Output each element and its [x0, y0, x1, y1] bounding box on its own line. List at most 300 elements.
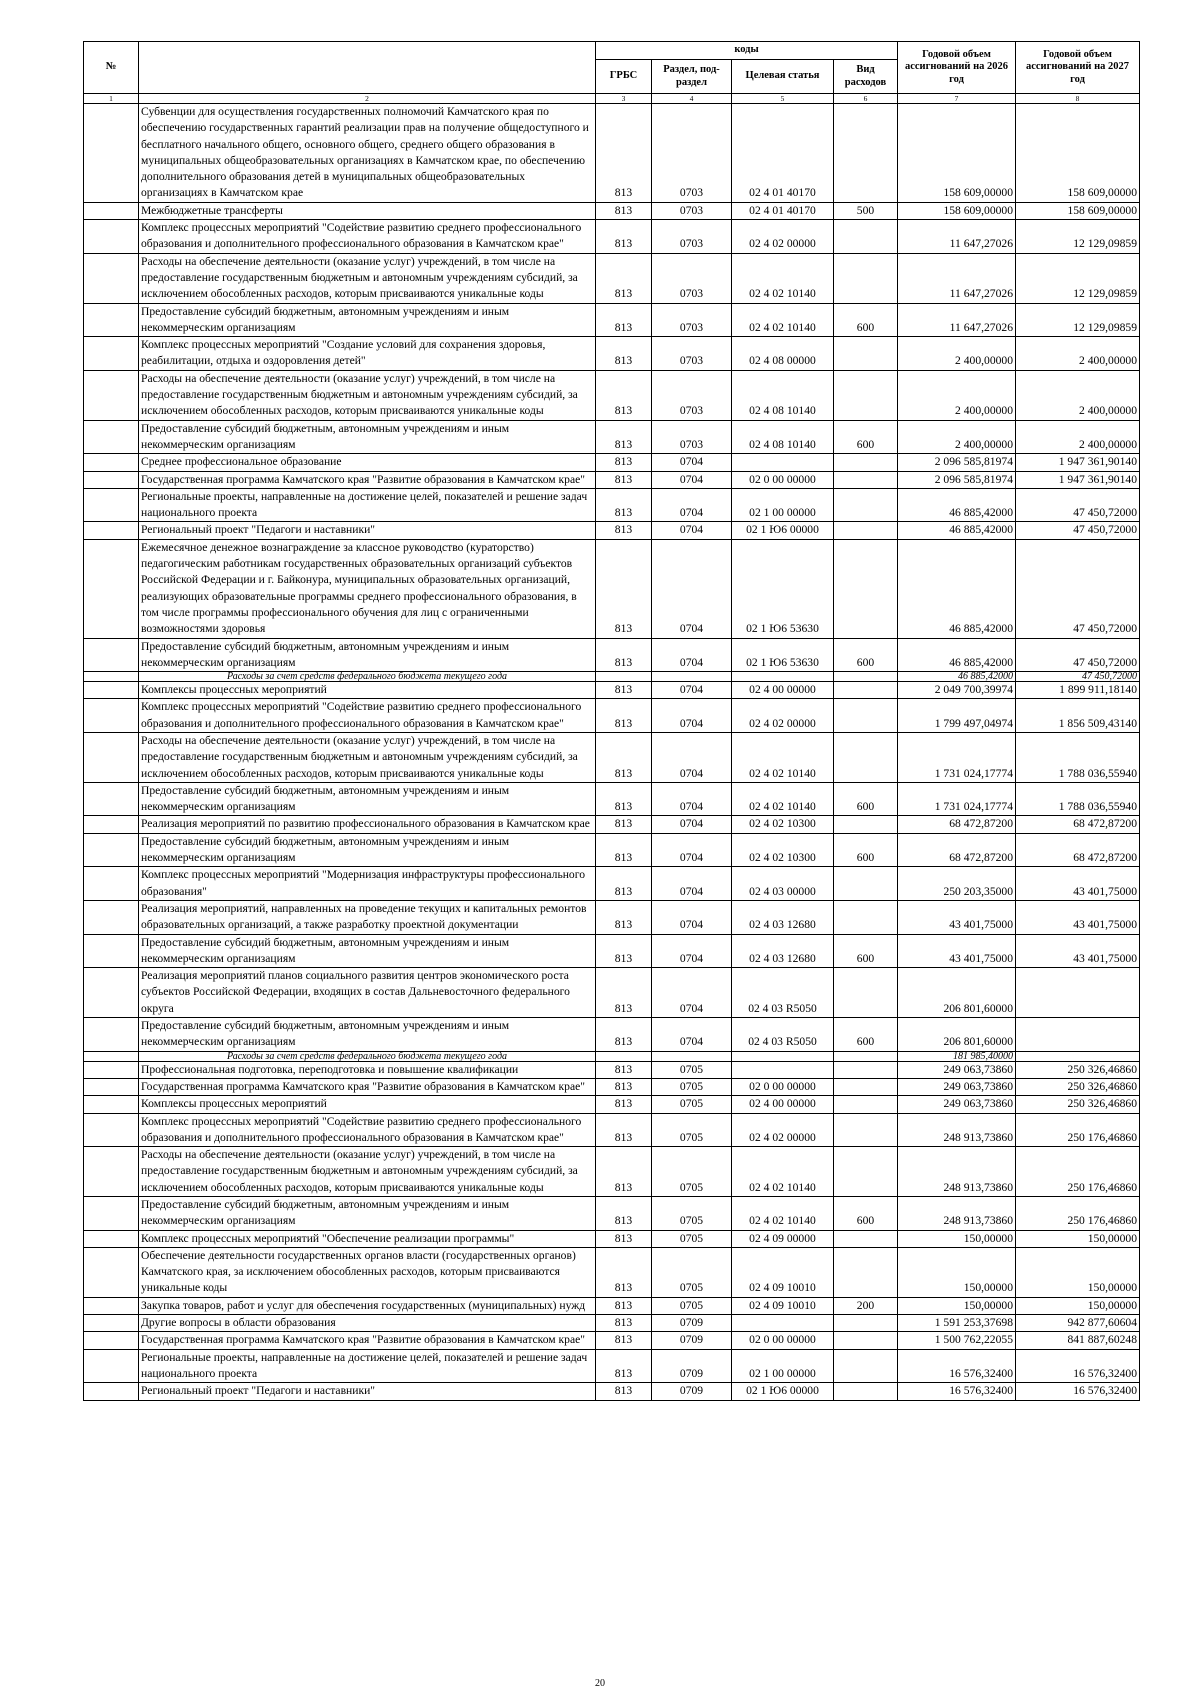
- cell-description: Расходы за счет средств федерального бюджета текущего года: [139, 672, 596, 682]
- cell-expense-type: [834, 488, 898, 522]
- cell-description: Другие вопросы в области образования: [139, 1315, 596, 1332]
- cell-expense-type: [834, 1113, 898, 1147]
- page-number: 20: [595, 1678, 605, 1689]
- cell-number: [84, 1315, 139, 1332]
- table-row: [84, 682, 1140, 699]
- cell-grbs: 813: [596, 522, 652, 539]
- cell-section: 0703: [652, 220, 732, 254]
- header-2027: Годовой объем ассигнований на 2027 год: [1016, 42, 1140, 94]
- cell-expense-type: 600: [834, 833, 898, 867]
- cell-expense-type: 600: [834, 638, 898, 672]
- cell-amount-2026: 43 401,75000: [898, 900, 1016, 934]
- table-row: [84, 253, 1140, 303]
- cell-grbs: 813: [596, 1197, 652, 1231]
- cell-number: [84, 539, 139, 638]
- cell-amount-2027: 158 609,00000: [1016, 202, 1140, 219]
- cell-number: [84, 1349, 139, 1383]
- cell-amount-2026: 249 063,73860: [898, 1061, 1016, 1078]
- cell-grbs: 813: [596, 934, 652, 968]
- cell-section: 0705: [652, 1230, 732, 1247]
- cell-number: [84, 934, 139, 968]
- federal-budget-row: [84, 672, 1140, 682]
- header-2026: Годовой объем ассигнований на 2026 год: [898, 42, 1016, 94]
- cell-grbs: 813: [596, 1096, 652, 1113]
- cell-expense-type: 600: [834, 934, 898, 968]
- cell-amount-2027: [1016, 1018, 1140, 1052]
- cell-number: [84, 699, 139, 733]
- cell-expense-type: [834, 867, 898, 901]
- cell-target-article: 02 4 03 R5050: [732, 1018, 834, 1052]
- cell-section: 0704: [652, 488, 732, 522]
- cell-amount-2026: 249 063,73860: [898, 1096, 1016, 1113]
- cell-grbs: 813: [596, 638, 652, 672]
- cell-section: 0704: [652, 539, 732, 638]
- column-number: 7: [898, 94, 1016, 104]
- cell-amount-2026: 11 647,27026: [898, 253, 1016, 303]
- cell-grbs: 813: [596, 202, 652, 219]
- cell-number: [84, 1113, 139, 1147]
- column-number: 5: [732, 94, 834, 104]
- cell-amount-2026: 1 731 024,17774: [898, 732, 1016, 782]
- cell-description: Государственная программа Камчатского края "Развитие образования в Камчатском крае": [139, 471, 596, 488]
- cell-section: 0703: [652, 420, 732, 454]
- cell-amount-2027: 43 401,75000: [1016, 934, 1140, 968]
- header-exptype: Вид расходов: [834, 60, 898, 94]
- table-row: [84, 968, 1140, 1018]
- cell-target-article: 02 4 02 10140: [732, 1147, 834, 1197]
- cell-amount-2027: 942 877,60604: [1016, 1315, 1140, 1332]
- cell-target-article: 02 4 00 00000: [732, 1096, 834, 1113]
- cell-section: 0709: [652, 1383, 732, 1400]
- cell-number: [84, 900, 139, 934]
- cell-number: [84, 471, 139, 488]
- cell-target-article: 02 4 03 00000: [732, 867, 834, 901]
- cell-expense-type: [834, 900, 898, 934]
- cell-number: [84, 303, 139, 337]
- cell-expense-type: [834, 1349, 898, 1383]
- cell-number: [84, 337, 139, 371]
- cell-number: [84, 253, 139, 303]
- cell-number: [84, 1383, 139, 1400]
- cell-amount-2027: 1 947 361,90140: [1016, 454, 1140, 471]
- cell-amount-2026: 2 049 700,39974: [898, 682, 1016, 699]
- cell-amount-2027: 158 609,00000: [1016, 104, 1140, 203]
- column-number: 1: [84, 94, 139, 104]
- cell-amount-2026: 68 472,87200: [898, 816, 1016, 833]
- cell-expense-type: [834, 1096, 898, 1113]
- cell-section: 0704: [652, 699, 732, 733]
- cell-grbs: 813: [596, 337, 652, 371]
- cell-grbs: 813: [596, 732, 652, 782]
- cell-amount-2026: 1 591 253,37698: [898, 1315, 1016, 1332]
- cell-section: 0703: [652, 104, 732, 203]
- cell-amount-2026: 1 799 497,04974: [898, 699, 1016, 733]
- cell-amount-2026: 250 203,35000: [898, 867, 1016, 901]
- cell-expense-type: [834, 454, 898, 471]
- cell-grbs: 813: [596, 867, 652, 901]
- cell-section: 0704: [652, 833, 732, 867]
- table-row: [84, 454, 1140, 471]
- cell-amount-2026: 150,00000: [898, 1230, 1016, 1247]
- cell-amount-2027: 250 176,46860: [1016, 1113, 1140, 1147]
- cell-number: [84, 1247, 139, 1297]
- cell-description: Расходы на обеспечение деятельности (оказание услуг) учреждений, в том числе на предоставление государственным бюджетным и автономным учреждениям субсидий, за исключением обособленных расходов, которым присваиваются уникальные коды: [139, 253, 596, 303]
- table-row: [84, 1247, 1140, 1297]
- cell-expense-type: [834, 682, 898, 699]
- cell-grbs: 813: [596, 104, 652, 203]
- cell-description: Среднее профессиональное образование: [139, 454, 596, 471]
- cell-amount-2026: 2 400,00000: [898, 337, 1016, 371]
- cell-expense-type: 600: [834, 420, 898, 454]
- cell-amount-2027: 12 129,09859: [1016, 253, 1140, 303]
- cell-amount-2026: 158 609,00000: [898, 104, 1016, 203]
- cell-description: Субвенции для осуществления государственных полномочий Камчатского края по обеспечению государственных гарантий реализации прав на получение общедоступного и бесплатного начального общего, основного общего, среднего общего образования в муниципальных общеобразовательных организациях в Камчатском крае, по обеспечению дополнительного образования детей в муниципальных общеобразовательных организациях в Камчатском крае: [139, 104, 596, 203]
- cell-description: Обеспечение деятельности государственных органов власти (государственных органов) Камчатского края, за исключением обособленных расходов, которым присваиваются уникальные коды: [139, 1247, 596, 1297]
- cell-expense-type: [834, 1078, 898, 1095]
- cell-grbs: 813: [596, 253, 652, 303]
- cell-amount-2027: 150,00000: [1016, 1230, 1140, 1247]
- cell-target-article: [732, 1315, 834, 1332]
- table-row: [84, 900, 1140, 934]
- cell-expense-type: [834, 104, 898, 203]
- column-number: 3: [596, 94, 652, 104]
- cell-section: 0709: [652, 1332, 732, 1349]
- cell-amount-2026: 1 500 762,22055: [898, 1332, 1016, 1349]
- header-number: №: [84, 42, 139, 94]
- cell-description: Расходы на обеспечение деятельности (оказание услуг) учреждений, в том числе на предоставление государственным бюджетным и автономным учреждениям субсидий, за исключением обособленных расходов, которым присваиваются уникальные коды: [139, 370, 596, 420]
- cell-expense-type: 200: [834, 1297, 898, 1314]
- cell-target-article: [732, 454, 834, 471]
- cell-description: Комплекс процессных мероприятий "Содействие развитию среднего профессионального образования и дополнительного профессионального образования в Камчатском крае": [139, 699, 596, 733]
- cell-amount-2027: 47 450,72000: [1016, 539, 1140, 638]
- table-row: [84, 1061, 1140, 1078]
- cell-number: [84, 370, 139, 420]
- cell-target-article: 02 0 00 00000: [732, 1332, 834, 1349]
- cell-number: [84, 833, 139, 867]
- cell-expense-type: 600: [834, 303, 898, 337]
- cell-number: [84, 968, 139, 1018]
- cell-amount-2027: 150,00000: [1016, 1297, 1140, 1314]
- cell-target-article: 02 4 09 10010: [732, 1297, 834, 1314]
- cell-expense-type: [834, 471, 898, 488]
- cell-section: 0704: [652, 816, 732, 833]
- table-row: [84, 202, 1140, 219]
- cell-description: Расходы за счет средств федерального бюджета текущего года: [139, 1051, 596, 1061]
- cell-description: Государственная программа Камчатского края "Развитие образования в Камчатском крае": [139, 1078, 596, 1095]
- cell-amount-2027: 1 788 036,55940: [1016, 782, 1140, 816]
- table-row: [84, 816, 1140, 833]
- cell-section: 0704: [652, 454, 732, 471]
- table-row: [84, 934, 1140, 968]
- cell-expense-type: [834, 1315, 898, 1332]
- cell-grbs: 813: [596, 1061, 652, 1078]
- cell-amount-2026: 249 063,73860: [898, 1078, 1016, 1095]
- cell-amount-2027: 250 326,46860: [1016, 1061, 1140, 1078]
- table-row: [84, 732, 1140, 782]
- cell-amount-2027: 250 176,46860: [1016, 1147, 1140, 1197]
- cell-amount-2027: 2 400,00000: [1016, 370, 1140, 420]
- cell-section: 0705: [652, 1113, 732, 1147]
- cell-amount-2027: 250 326,46860: [1016, 1096, 1140, 1113]
- cell-grbs: 813: [596, 833, 652, 867]
- cell-number: [84, 522, 139, 539]
- cell-grbs: [596, 672, 652, 682]
- table-row: [84, 1147, 1140, 1197]
- cell-expense-type: [834, 1332, 898, 1349]
- cell-grbs: 813: [596, 1315, 652, 1332]
- cell-amount-2026: 181 985,40000: [898, 1051, 1016, 1061]
- cell-expense-type: 600: [834, 1197, 898, 1231]
- cell-target-article: 02 1 Ю6 00000: [732, 1383, 834, 1400]
- cell-expense-type: [834, 732, 898, 782]
- cell-number: [84, 1147, 139, 1197]
- cell-section: 0704: [652, 782, 732, 816]
- cell-target-article: 02 1 00 00000: [732, 1349, 834, 1383]
- cell-grbs: 813: [596, 1018, 652, 1052]
- cell-grbs: 813: [596, 968, 652, 1018]
- cell-amount-2026: 150,00000: [898, 1297, 1016, 1314]
- table-row: [84, 833, 1140, 867]
- cell-section: 0703: [652, 370, 732, 420]
- table-row: [84, 1332, 1140, 1349]
- cell-amount-2026: 46 885,42000: [898, 539, 1016, 638]
- cell-description: Предоставление субсидий бюджетным, автономным учреждениям и иным некоммерческим организациям: [139, 782, 596, 816]
- cell-amount-2027: 68 472,87200: [1016, 816, 1140, 833]
- cell-amount-2026: 206 801,60000: [898, 1018, 1016, 1052]
- cell-target-article: 02 0 00 00000: [732, 471, 834, 488]
- cell-grbs: 813: [596, 1230, 652, 1247]
- cell-grbs: 813: [596, 782, 652, 816]
- table-row: [84, 1297, 1140, 1314]
- cell-section: 0704: [652, 471, 732, 488]
- cell-grbs: 813: [596, 1349, 652, 1383]
- table-row: [84, 1078, 1140, 1095]
- cell-description: Закупка товаров, работ и услуг для обеспечения государственных (муниципальных) нужд: [139, 1297, 596, 1314]
- table-row: [84, 1197, 1140, 1231]
- table-row: [84, 1383, 1140, 1400]
- cell-amount-2027: 1 856 509,43140: [1016, 699, 1140, 733]
- table-row: [84, 220, 1140, 254]
- cell-amount-2027: 1 899 911,18140: [1016, 682, 1140, 699]
- cell-expense-type: 500: [834, 202, 898, 219]
- cell-description: Расходы на обеспечение деятельности (оказание услуг) учреждений, в том числе на предоставление государственным бюджетным и автономным учреждениям субсидий, за исключением обособленных расходов, которым присваиваются уникальные коды: [139, 732, 596, 782]
- cell-expense-type: [834, 1230, 898, 1247]
- cell-amount-2026: 46 885,42000: [898, 488, 1016, 522]
- table-header: [84, 42, 1140, 104]
- cell-section: 0705: [652, 1096, 732, 1113]
- table-row: [84, 1018, 1140, 1052]
- cell-expense-type: [834, 1051, 898, 1061]
- table-row: [84, 1113, 1140, 1147]
- table-row: [84, 699, 1140, 733]
- cell-number: [84, 1018, 139, 1052]
- cell-amount-2027: 47 450,72000: [1016, 488, 1140, 522]
- cell-target-article: 02 4 03 12680: [732, 934, 834, 968]
- cell-expense-type: [834, 816, 898, 833]
- cell-amount-2026: 248 913,73860: [898, 1147, 1016, 1197]
- cell-expense-type: [834, 253, 898, 303]
- cell-section: 0709: [652, 1349, 732, 1383]
- cell-amount-2027: 2 400,00000: [1016, 337, 1140, 371]
- cell-section: 0704: [652, 900, 732, 934]
- cell-amount-2027: 16 576,32400: [1016, 1383, 1140, 1400]
- cell-number: [84, 1230, 139, 1247]
- cell-description: Региональные проекты, направленные на достижение целей, показателей и решение задач национального проекта: [139, 1349, 596, 1383]
- cell-grbs: 813: [596, 682, 652, 699]
- cell-amount-2026: 11 647,27026: [898, 220, 1016, 254]
- cell-amount-2027: 47 450,72000: [1016, 638, 1140, 672]
- cell-grbs: 813: [596, 1078, 652, 1095]
- cell-grbs: 813: [596, 488, 652, 522]
- table-row: [84, 104, 1140, 203]
- cell-description: Комплекс процессных мероприятий "Обеспечение реализации программы": [139, 1230, 596, 1247]
- cell-target-article: 02 4 03 R5050: [732, 968, 834, 1018]
- cell-section: 0703: [652, 202, 732, 219]
- cell-number: [84, 420, 139, 454]
- cell-number: [84, 488, 139, 522]
- cell-amount-2027: 250 326,46860: [1016, 1078, 1140, 1095]
- cell-amount-2026: 2 400,00000: [898, 420, 1016, 454]
- cell-number: [84, 867, 139, 901]
- cell-amount-2027: 12 129,09859: [1016, 303, 1140, 337]
- cell-amount-2027: 12 129,09859: [1016, 220, 1140, 254]
- cell-number: [84, 220, 139, 254]
- cell-target-article: 02 1 Ю6 00000: [732, 522, 834, 539]
- cell-amount-2026: 2 096 585,81974: [898, 471, 1016, 488]
- cell-target-article: 02 4 01 40170: [732, 104, 834, 203]
- cell-description: Реализация мероприятий по развитию профессионального образования в Камчатском крае: [139, 816, 596, 833]
- cell-target-article: 02 4 02 10140: [732, 782, 834, 816]
- header-description: [139, 42, 596, 94]
- table-row: [84, 471, 1140, 488]
- cell-description: Профессиональная подготовка, переподготовка и повышение квалификации: [139, 1061, 596, 1078]
- cell-target-article: [732, 1061, 834, 1078]
- column-number: 4: [652, 94, 732, 104]
- cell-number: [84, 1078, 139, 1095]
- column-number: 6: [834, 94, 898, 104]
- cell-number: [84, 1297, 139, 1314]
- cell-section: 0705: [652, 1197, 732, 1231]
- cell-grbs: 813: [596, 699, 652, 733]
- cell-expense-type: [834, 1147, 898, 1197]
- cell-number: [84, 732, 139, 782]
- cell-section: 0704: [652, 732, 732, 782]
- cell-number: [84, 1051, 139, 1061]
- cell-amount-2027: 68 472,87200: [1016, 833, 1140, 867]
- cell-section: 0709: [652, 1315, 732, 1332]
- cell-amount-2026: 16 576,32400: [898, 1383, 1016, 1400]
- cell-grbs: 813: [596, 1247, 652, 1297]
- cell-target-article: 02 4 02 00000: [732, 220, 834, 254]
- cell-description: Предоставление субсидий бюджетным, автономным учреждениям и иным некоммерческим организациям: [139, 303, 596, 337]
- cell-target-article: 02 4 08 10140: [732, 370, 834, 420]
- cell-description: Межбюджетные трансферты: [139, 202, 596, 219]
- table-row: [84, 1096, 1140, 1113]
- table-row: [84, 1315, 1140, 1332]
- cell-amount-2026: 2 400,00000: [898, 370, 1016, 420]
- cell-section: 0704: [652, 934, 732, 968]
- table-row: [84, 303, 1140, 337]
- table-row: [84, 420, 1140, 454]
- cell-amount-2027: 2 400,00000: [1016, 420, 1140, 454]
- cell-expense-type: 600: [834, 782, 898, 816]
- cell-expense-type: [834, 220, 898, 254]
- cell-grbs: [596, 1051, 652, 1061]
- cell-section: 0704: [652, 1018, 732, 1052]
- cell-expense-type: [834, 337, 898, 371]
- cell-amount-2027: 47 450,72000: [1016, 672, 1140, 682]
- cell-description: Комплекс процессных мероприятий "Модернизация инфраструктуры профессионального образования": [139, 867, 596, 901]
- cell-section: 0703: [652, 303, 732, 337]
- federal-budget-row: [84, 1051, 1140, 1061]
- cell-target-article: 02 4 09 00000: [732, 1230, 834, 1247]
- cell-amount-2026: 46 885,42000: [898, 522, 1016, 539]
- cell-description: Расходы на обеспечение деятельности (оказание услуг) учреждений, в том числе на предоставление государственным бюджетным и автономным учреждениям субсидий, за исключением обособленных расходов, которым присваиваются уникальные коды: [139, 1147, 596, 1197]
- cell-amount-2026: 1 731 024,17774: [898, 782, 1016, 816]
- cell-expense-type: [834, 370, 898, 420]
- cell-grbs: 813: [596, 1113, 652, 1147]
- cell-grbs: 813: [596, 1297, 652, 1314]
- cell-description: Реализация мероприятий, направленных на проведение текущих и капитальных ремонтов образовательных организаций, а также разработку проектной документации: [139, 900, 596, 934]
- cell-section: [652, 672, 732, 682]
- cell-description: Предоставление субсидий бюджетным, автономным учреждениям и иным некоммерческим организациям: [139, 833, 596, 867]
- cell-number: [84, 202, 139, 219]
- column-number-row: [84, 94, 1140, 104]
- cell-target-article: 02 1 00 00000: [732, 488, 834, 522]
- cell-grbs: 813: [596, 471, 652, 488]
- cell-expense-type: [834, 1247, 898, 1297]
- cell-amount-2026: 43 401,75000: [898, 934, 1016, 968]
- cell-target-article: 02 4 08 00000: [732, 337, 834, 371]
- cell-section: 0705: [652, 1078, 732, 1095]
- cell-description: Региональный проект "Педагоги и наставники": [139, 1383, 596, 1400]
- cell-amount-2027: [1016, 1051, 1140, 1061]
- cell-number: [84, 638, 139, 672]
- cell-target-article: 02 4 02 10300: [732, 816, 834, 833]
- cell-amount-2027: 1 788 036,55940: [1016, 732, 1140, 782]
- table-row: [84, 782, 1140, 816]
- cell-description: Комплекс процессных мероприятий "Содействие развитию среднего профессионального образования и дополнительного профессионального образования в Камчатском крае": [139, 1113, 596, 1147]
- cell-number: [84, 104, 139, 203]
- table-body: [84, 104, 1140, 1401]
- cell-target-article: [732, 672, 834, 682]
- cell-description: Предоставление субсидий бюджетным, автономным учреждениям и иным некоммерческим организациям: [139, 420, 596, 454]
- cell-grbs: 813: [596, 370, 652, 420]
- cell-section: 0703: [652, 253, 732, 303]
- cell-description: Комплекс процессных мероприятий "Создание условий для сохранения здоровья, реабилитации, отдыха и оздоровления детей": [139, 337, 596, 371]
- cell-amount-2026: 248 913,73860: [898, 1197, 1016, 1231]
- cell-description: Региональные проекты, направленные на достижение целей, показателей и решение задач национального проекта: [139, 488, 596, 522]
- cell-description: Комплексы процессных мероприятий: [139, 682, 596, 699]
- table-row: [84, 370, 1140, 420]
- budget-table: [83, 41, 1140, 1401]
- cell-section: 0703: [652, 337, 732, 371]
- cell-expense-type: [834, 699, 898, 733]
- cell-target-article: 02 4 03 12680: [732, 900, 834, 934]
- cell-section: 0704: [652, 522, 732, 539]
- table-row: [84, 1349, 1140, 1383]
- cell-target-article: 02 1 Ю6 53630: [732, 539, 834, 638]
- cell-amount-2027: 43 401,75000: [1016, 867, 1140, 901]
- cell-number: [84, 1096, 139, 1113]
- cell-target-article: 02 4 02 10140: [732, 253, 834, 303]
- cell-amount-2026: 158 609,00000: [898, 202, 1016, 219]
- cell-section: 0704: [652, 968, 732, 1018]
- header-section: Раздел, под-раздел: [652, 60, 732, 94]
- cell-amount-2026: 11 647,27026: [898, 303, 1016, 337]
- cell-section: 0705: [652, 1297, 732, 1314]
- cell-amount-2026: 2 096 585,81974: [898, 454, 1016, 471]
